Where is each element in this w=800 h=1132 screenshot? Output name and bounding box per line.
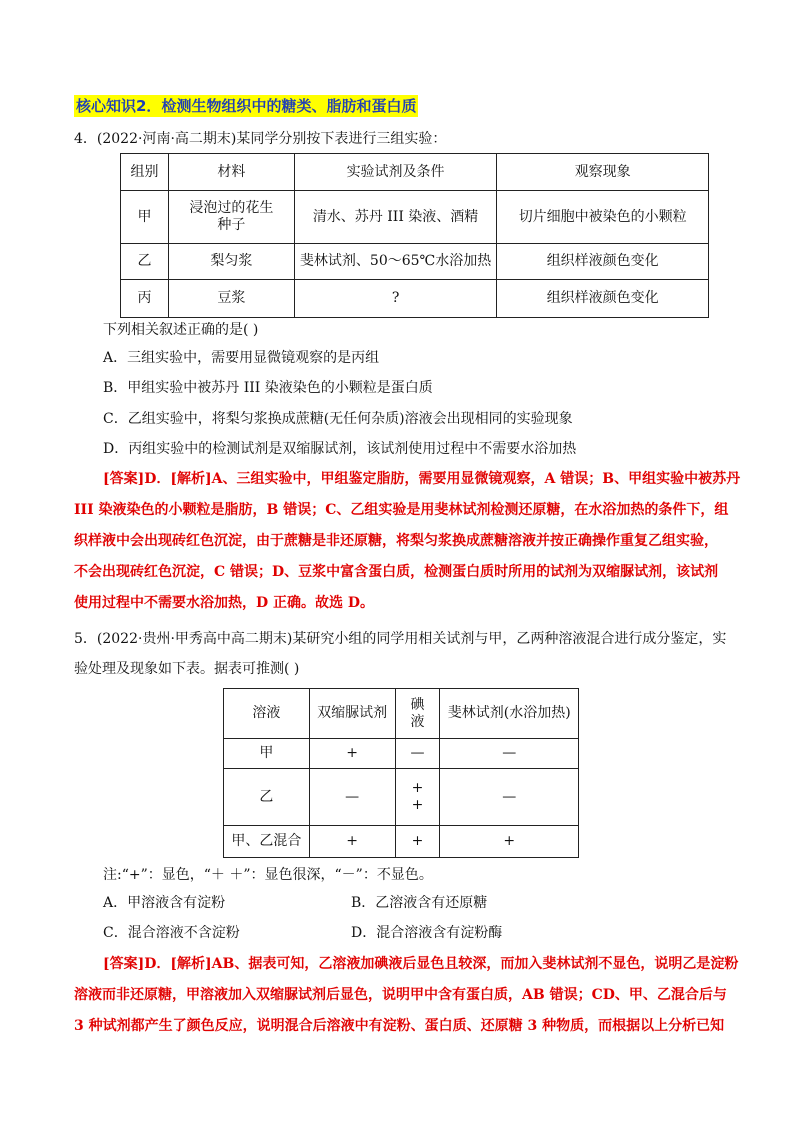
answer-line: [答案]D．[解析]A、三组实验中，甲组鉴定脂肪，需要用显微镜观察，A 错误；B、甲组实验中被苏丹: [103, 471, 741, 487]
table-row: [121, 191, 709, 244]
option-b: B．乙溶液含有还原糖: [351, 895, 488, 911]
table-cell: 丙: [121, 280, 169, 318]
table-row: [224, 769, 579, 826]
table-cell: 乙: [121, 244, 169, 280]
answer-line: 不会出现砖红色沉淀，C 错误；D、豆浆中富含蛋白质，检测蛋白质时所用的试剂为双缩脲试剂，该试剂: [74, 564, 719, 580]
table-cell: 浸泡过的花生种子: [168, 191, 294, 244]
table-cell: —: [440, 739, 579, 769]
table-cell: 清水、苏丹 III 染液、酒精: [294, 191, 497, 244]
question-5-stem: 验处理及现象如下表。据表可推测( ): [74, 661, 300, 677]
table-cell: + +: [395, 769, 440, 826]
option-b: B．甲组实验中被苏丹 III 染液染色的小颗粒是蛋白质: [103, 380, 433, 396]
table-cell: 豆浆: [168, 280, 294, 318]
table-row: [121, 280, 709, 318]
table-cell: ?: [294, 280, 497, 318]
table-cell: 甲: [224, 739, 310, 769]
table-cell: 切片细胞中被染色的小颗粒: [497, 191, 709, 244]
question-5-stem: 5．(2022·贵州·甲秀高中高二期末)某研究小组的同学用相关试剂与甲，乙两种溶液混合进行成分鉴定，实: [74, 631, 727, 647]
table-cell: —: [395, 739, 440, 769]
option-d: D．混合溶液含有淀粉酶: [351, 925, 503, 941]
table-header-cell: 材料: [168, 154, 294, 191]
table-cell: +: [309, 739, 395, 769]
table-cell: +: [440, 826, 579, 858]
table-cell: 斐林试剂、50～65℃水浴加热: [294, 244, 497, 280]
answer-line: 织样液中会出现砖红色沉淀，由于蔗糖是非还原糖，将梨匀浆换成蔗糖溶液并按正确操作重复乙组实验，: [74, 533, 718, 549]
question-4-stem: 4．(2022·河南·高二期末)某同学分别按下表进行三组实验：: [74, 131, 447, 147]
answer-line: 使用过程中不需要水浴加热，D 正确。故选 D。: [74, 595, 375, 611]
table-row: [224, 739, 579, 769]
table-cell: 甲: [121, 191, 169, 244]
table-header-cell: 溶液: [224, 689, 310, 739]
table-header-row: [224, 689, 579, 739]
option-a: A．甲溶液含有淀粉: [103, 895, 226, 911]
table-row: [224, 826, 579, 858]
table-header-row: [121, 154, 709, 191]
table-cell: —: [440, 769, 579, 826]
table-cell: 梨匀浆: [168, 244, 294, 280]
option-c: C．混合溶液不含淀粉: [103, 925, 240, 941]
table-cell: 乙: [224, 769, 310, 826]
question-5-table: [223, 688, 579, 858]
option-d: D．丙组实验中的检测试剂是双缩脲试剂，该试剂使用过程中不需要水浴加热: [103, 441, 577, 457]
answer-line: 溶液而非还原糖，甲溶液加入双缩脲试剂后显色，说明甲中含有蛋白质，AB 错误；CD、甲、乙混合后与: [74, 987, 727, 1003]
option-a: A．三组实验中，需要用显微镜观察的是丙组: [103, 350, 380, 366]
table-header-cell: 组别: [121, 154, 169, 191]
question-4-table: [120, 153, 709, 318]
table-header-cell: 斐林试剂(水浴加热): [440, 689, 579, 739]
table-header-cell: 实验试剂及条件: [294, 154, 497, 191]
table-cell: +: [395, 826, 440, 858]
section-title: 核心知识2．检测生物组织中的糖类、脂肪和蛋白质: [76, 97, 417, 115]
table-cell: +: [309, 826, 395, 858]
table-cell: 甲、乙混合: [224, 826, 310, 858]
table-cell: 组织样液颜色变化: [497, 280, 709, 318]
table-header-cell: 双缩脲试剂: [309, 689, 395, 739]
table-note: 注:“+”：显色，“＋ ＋”：显色很深，“－”：不显色。: [103, 867, 433, 883]
table-header-cell: 观察现象: [497, 154, 709, 191]
question-4-prompt: 下列相关叙述正确的是( ): [103, 322, 259, 338]
answer-line: III 染液染色的小颗粒是脂肪，B 错误；C、乙组实验是用斐林试剂检测还原糖，在水浴加热的条件下，组: [74, 502, 729, 518]
table-cell: 组织样液颜色变化: [497, 244, 709, 280]
option-c: C．乙组实验中，将梨匀浆换成蔗糖(无任何杂质)溶液会出现相同的实验现象: [103, 411, 573, 427]
answer-line: [答案]D．[解析]AB、据表可知，乙溶液加碘液后显色且较深，而加入斐林试剂不显色，说明乙是淀粉: [103, 956, 739, 972]
table-header-cell: 碘 液: [395, 689, 440, 739]
answer-line: 3 种试剂都产生了颜色反应，说明混合后溶液中有淀粉、蛋白质、还原糖 3 种物质，而根据以上分析已知: [74, 1018, 725, 1034]
table-row: [121, 244, 709, 280]
table-cell: —: [309, 769, 395, 826]
